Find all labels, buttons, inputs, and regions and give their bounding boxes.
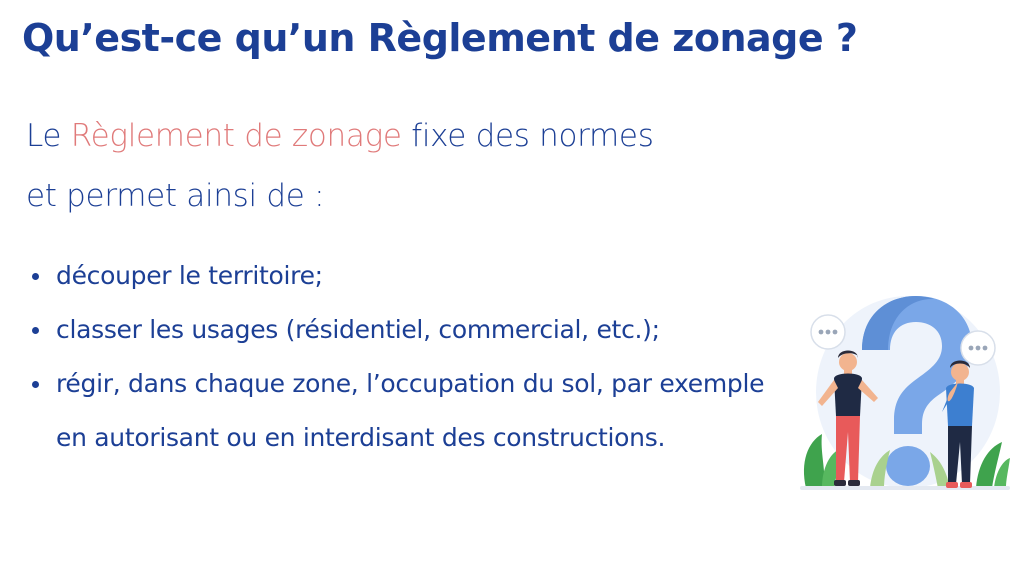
intro-text bbox=[26, 106, 786, 226]
intro-highlight: Règlement de zonage bbox=[70, 118, 402, 154]
speech-bubble-icon bbox=[961, 331, 995, 365]
ground-line bbox=[800, 486, 1010, 490]
intro-prefix: Le bbox=[26, 118, 71, 154]
page-title: Qu’est-ce qu’un Règlement de zonage ? bbox=[22, 16, 858, 60]
intro-suffix: fixe des normes bbox=[401, 118, 654, 154]
intro-line2: et permet ainsi de : bbox=[26, 178, 325, 214]
speech-bubble-icon bbox=[811, 315, 845, 349]
bullet-list bbox=[30, 249, 790, 465]
bullet-item: classer les usages (résidentiel, commercial, etc.); bbox=[30, 303, 790, 357]
question-mark-people-illustration bbox=[800, 292, 1010, 502]
bullet-item: régir, dans chaque zone, l’occupation du sol, par exemple en autorisant ou en interdisant des constructions. bbox=[30, 357, 790, 465]
bullet-item: découper le territoire; bbox=[30, 249, 790, 303]
